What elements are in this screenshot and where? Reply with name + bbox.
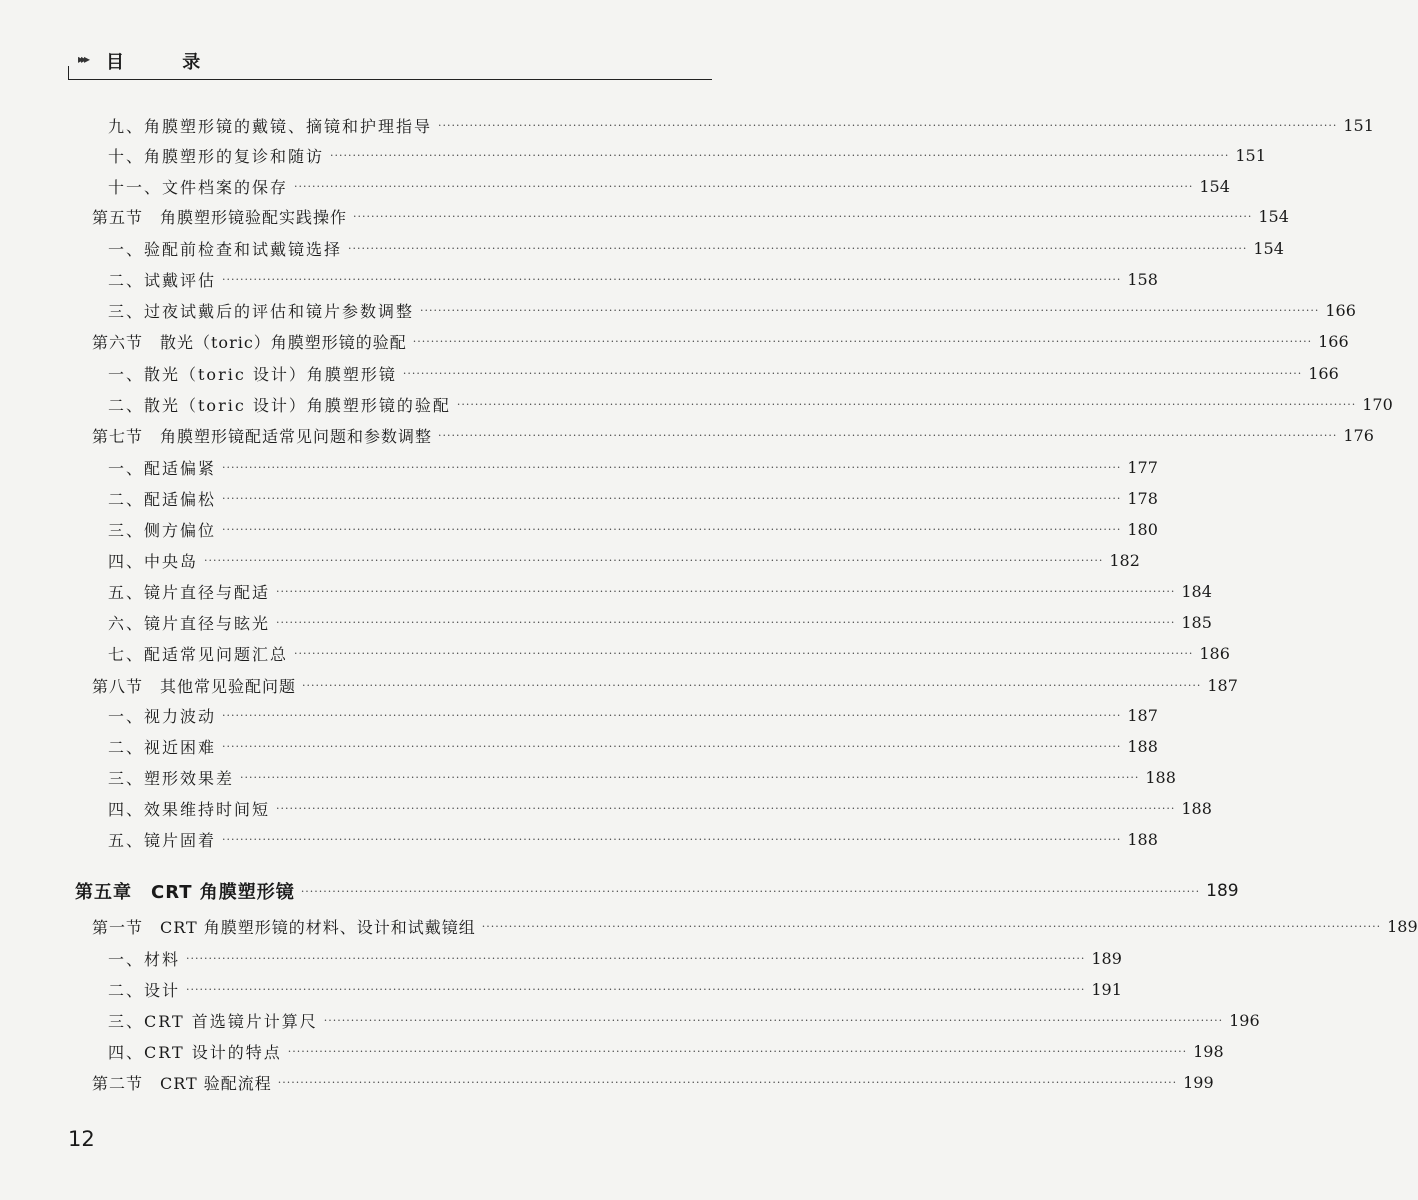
entry-title: 二、试戴评估 bbox=[108, 270, 217, 290]
subsection-entry bbox=[108, 700, 1158, 730]
entry-title: 第二节 CRT 验配流程 bbox=[92, 1073, 272, 1093]
entry-page-number: 188 bbox=[1127, 829, 1158, 849]
subsection-entry bbox=[108, 140, 1266, 170]
entry-page-number: 196 bbox=[1229, 1010, 1260, 1030]
entry-title: 七、配适常见问题汇总 bbox=[108, 644, 289, 664]
entry-page-number: 170 bbox=[1362, 394, 1393, 414]
entry-page-number: 189 bbox=[1206, 881, 1239, 901]
leader-dots: ········································································································································································································ bbox=[481, 919, 1382, 933]
entry-page-number: 154 bbox=[1199, 176, 1230, 196]
subsection-entry bbox=[108, 974, 1122, 1004]
entry-page-number: 187 bbox=[1207, 675, 1238, 695]
entry-page-number: 188 bbox=[1181, 798, 1212, 818]
entry-title: 四、效果维持时间短 bbox=[108, 799, 271, 819]
subsection-entry bbox=[108, 452, 1158, 482]
leader-dots: ········································································································································································································ bbox=[186, 982, 1086, 996]
leader-dots: ········································································································································································································ bbox=[222, 272, 1122, 286]
leader-dots: ········································································································································································································ bbox=[412, 334, 1313, 348]
section-entry bbox=[92, 670, 1238, 700]
entry-page-number: 180 bbox=[1127, 519, 1158, 539]
leader-dots: ········································································································································································································ bbox=[186, 951, 1086, 965]
subsection-entry bbox=[108, 233, 1284, 263]
leader-dots: ········································································································································································································ bbox=[240, 770, 1140, 784]
entry-title: 三、塑形效果差 bbox=[108, 768, 235, 788]
subsection-entry bbox=[108, 638, 1230, 668]
entry-title: 三、过夜试戴后的评估和镜片参数调整 bbox=[108, 301, 415, 321]
entry-page-number: 189 bbox=[1387, 916, 1418, 936]
header-rule bbox=[68, 79, 712, 80]
entry-page-number: 154 bbox=[1253, 238, 1284, 258]
entry-page-number: 187 bbox=[1127, 705, 1158, 725]
entry-title: 九、角膜塑形镜的戴镜、摘镜和护理指导 bbox=[108, 116, 433, 136]
leader-dots: ········································································································································································································ bbox=[222, 491, 1122, 505]
entry-page-number: 166 bbox=[1325, 300, 1356, 320]
page-number: 12 bbox=[68, 1127, 95, 1151]
entry-title: 第六节 散光（toric）角膜塑形镜的验配 bbox=[92, 332, 407, 352]
entry-page-number: 198 bbox=[1193, 1041, 1224, 1061]
entry-title: 三、侧方偏位 bbox=[108, 520, 217, 540]
section-entry bbox=[92, 420, 1374, 450]
leader-dots: ········································································································································································································ bbox=[222, 832, 1122, 846]
leader-dots: ········································································································································································································ bbox=[353, 209, 1253, 223]
entry-title: 第五节 角膜塑形镜验配实践操作 bbox=[92, 207, 348, 227]
leader-dots: ········································································································································································································ bbox=[294, 646, 1194, 660]
section-entry bbox=[92, 1067, 1214, 1097]
subsection-entry bbox=[108, 110, 1374, 140]
entry-title: 第五章 CRT 角膜塑形镜 bbox=[75, 882, 295, 903]
entry-page-number: 176 bbox=[1343, 425, 1374, 445]
subsection-entry bbox=[108, 171, 1230, 201]
subsection-entry bbox=[108, 762, 1176, 792]
subsection-entry bbox=[108, 943, 1122, 973]
entry-title: 二、配适偏松 bbox=[108, 489, 217, 509]
leader-dots: ········································································································································································································ bbox=[287, 1044, 1188, 1058]
leader-dots: ········································································································································································································ bbox=[323, 1013, 1224, 1027]
entry-title: 五、镜片直径与配适 bbox=[108, 582, 271, 602]
entry-title: 二、视近困难 bbox=[108, 737, 217, 757]
entry-page-number: 151 bbox=[1235, 145, 1266, 165]
subsection-entry bbox=[108, 607, 1212, 637]
page-header bbox=[68, 48, 712, 80]
leader-dots: ········································································································································································································ bbox=[222, 708, 1122, 722]
entry-title: 五、镜片固着 bbox=[108, 830, 217, 850]
header-title: 目 录 bbox=[106, 52, 227, 73]
subsection-entry bbox=[108, 1036, 1224, 1066]
leader-dots: ········································································································································································································ bbox=[222, 522, 1122, 536]
subsection-entry bbox=[108, 576, 1212, 606]
entry-title: 十、角膜塑形的复诊和随访 bbox=[108, 146, 325, 166]
subsection-entry bbox=[108, 514, 1158, 544]
subsection-entry bbox=[108, 483, 1158, 513]
entry-title: 二、设计 bbox=[108, 980, 181, 1000]
entry-title: 一、视力波动 bbox=[108, 706, 217, 726]
entry-page-number: 186 bbox=[1199, 643, 1230, 663]
subsection-entry bbox=[108, 295, 1356, 325]
leader-dots: ········································································································································································································ bbox=[277, 1075, 1178, 1089]
section-entry bbox=[92, 326, 1349, 356]
entry-page-number: 182 bbox=[1109, 550, 1140, 570]
entry-title: 四、CRT 设计的特点 bbox=[108, 1042, 282, 1062]
subsection-entry bbox=[108, 824, 1158, 854]
entry-title: 三、CRT 首选镜片计算尺 bbox=[108, 1011, 318, 1031]
leader-dots: ········································································································································································································ bbox=[300, 884, 1201, 898]
entry-title: 一、配适偏紧 bbox=[108, 458, 217, 478]
leader-dots: ········································································································································································································ bbox=[222, 460, 1122, 474]
entry-page-number: 189 bbox=[1091, 948, 1122, 968]
leader-dots: ········································································································································································································ bbox=[276, 615, 1176, 629]
section-entry bbox=[92, 911, 1418, 941]
leader-dots: ········································································································································································································ bbox=[438, 118, 1338, 132]
entry-title: 十一、文件档案的保存 bbox=[108, 177, 289, 197]
entry-title: 一、散光（toric 设计）角膜塑形镜 bbox=[108, 364, 397, 384]
entry-page-number: 188 bbox=[1127, 736, 1158, 756]
entry-page-number: 178 bbox=[1127, 488, 1158, 508]
leader-dots: ········································································································································································································ bbox=[420, 303, 1320, 317]
entry-title: 一、验配前检查和试戴镜选择 bbox=[108, 239, 343, 259]
entry-title: 第七节 角膜塑形镜配适常见问题和参数调整 bbox=[92, 426, 433, 446]
entry-page-number: 191 bbox=[1091, 979, 1122, 999]
entry-title: 六、镜片直径与眩光 bbox=[108, 613, 271, 633]
header-arrows-icon: ▸▸▸ bbox=[78, 52, 88, 66]
leader-dots: ········································································································································································································ bbox=[438, 428, 1338, 442]
subsection-entry bbox=[108, 1005, 1260, 1035]
entry-page-number: 188 bbox=[1145, 767, 1176, 787]
leader-dots: ········································································································································································································ bbox=[204, 553, 1104, 567]
entry-page-number: 199 bbox=[1183, 1072, 1214, 1092]
section-entry bbox=[92, 201, 1289, 231]
subsection-entry bbox=[108, 264, 1158, 294]
leader-dots: ········································································································································································································ bbox=[222, 739, 1122, 753]
entry-title: 一、材料 bbox=[108, 949, 181, 969]
leader-dots: ········································································································································································································ bbox=[330, 148, 1230, 162]
entry-page-number: 177 bbox=[1127, 457, 1158, 477]
entry-page-number: 184 bbox=[1181, 581, 1212, 601]
leader-dots: ········································································································································································································ bbox=[302, 678, 1202, 692]
entry-page-number: 185 bbox=[1181, 612, 1212, 632]
entry-page-number: 166 bbox=[1318, 331, 1349, 351]
leader-dots: ········································································································································································································ bbox=[294, 179, 1194, 193]
entry-page-number: 151 bbox=[1343, 115, 1374, 135]
subsection-entry bbox=[108, 731, 1158, 761]
leader-dots: ········································································································································································································ bbox=[348, 241, 1248, 255]
entry-title: 二、散光（toric 设计）角膜塑形镜的验配 bbox=[108, 395, 451, 415]
entry-title: 四、中央岛 bbox=[108, 551, 199, 571]
entry-page-number: 166 bbox=[1308, 363, 1339, 383]
leader-dots: ········································································································································································································ bbox=[402, 366, 1303, 380]
leader-dots: ········································································································································································································ bbox=[276, 584, 1176, 598]
entry-title: 第一节 CRT 角膜塑形镜的材料、设计和试戴镜组 bbox=[92, 917, 476, 937]
entry-title: 第八节 其他常见验配问题 bbox=[92, 676, 297, 696]
subsection-entry bbox=[108, 545, 1140, 575]
leader-dots: ········································································································································································································ bbox=[456, 397, 1357, 411]
subsection-entry bbox=[108, 389, 1393, 419]
chapter-entry bbox=[75, 876, 1239, 906]
header-bracket bbox=[68, 66, 69, 80]
entry-page-number: 154 bbox=[1258, 206, 1289, 226]
leader-dots: ········································································································································································································ bbox=[276, 801, 1176, 815]
subsection-entry bbox=[108, 793, 1212, 823]
subsection-entry bbox=[108, 358, 1339, 388]
entry-page-number: 158 bbox=[1127, 269, 1158, 289]
